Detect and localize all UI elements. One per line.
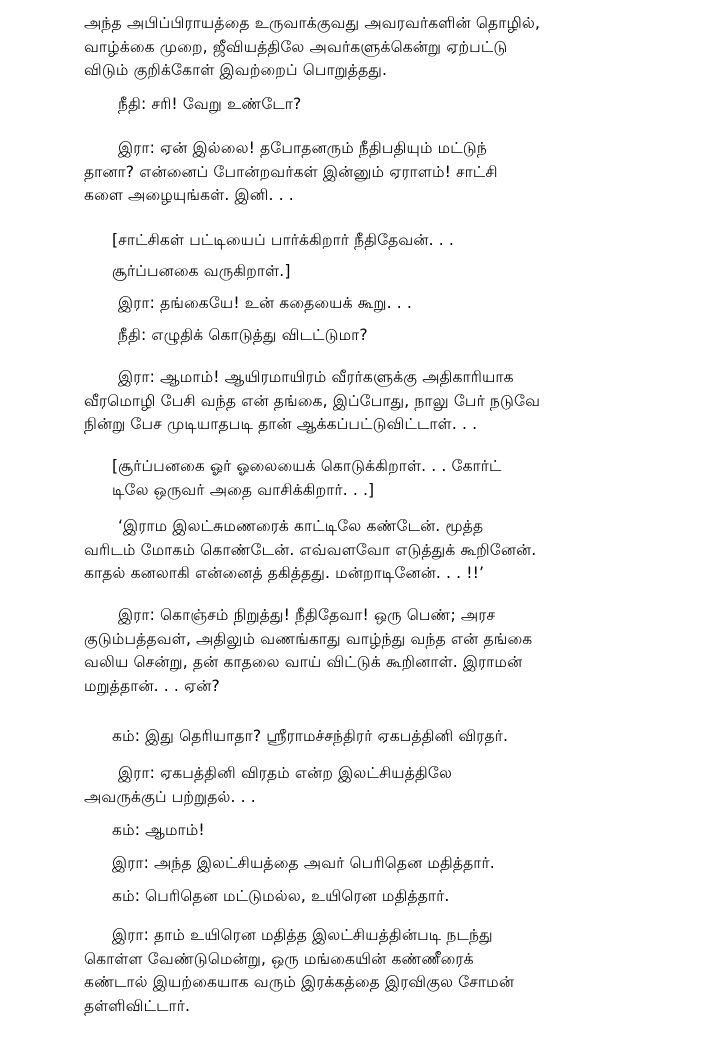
text-line: [சாட்சிகள் பட்டியைப் பார்க்கிறார் நீதிதேவன். . . [112, 231, 454, 249]
text-line: விடும் குறிக்கோள் இவற்றைப் பொறுத்தது. [84, 61, 388, 79]
dialogue-kam-2 [112, 819, 684, 843]
text-line: நீதி: எழுதிக் கொடுத்து விடட்டுமா? [118, 326, 368, 344]
text-line: இரா: ஏகபத்தினி விரதம் என்ற இலட்சியத்திலே [118, 764, 453, 782]
dialogue-ira-2 [118, 292, 684, 316]
text-line: ‘இராம இலட்சுமணரைக் காட்டிலே கண்டேன். மூத்த [118, 517, 484, 535]
text-line: கம்: இது தெரியாதா? ஸ்ரீராமச்சந்திரர் ஏகபத்தினி விரதர். [112, 727, 509, 745]
dialogue-ira-3 [84, 366, 684, 437]
text-line: கம்: பெரிதென மட்டுமல்ல, உயிரென மதித்தார். [112, 887, 450, 905]
paragraph-continuation [84, 12, 684, 83]
text-line: கண்டால் இயற்கையாக வரும் இரக்கத்தை இரவிகுல சோமன் [84, 973, 515, 991]
text-line: இரா: அந்த இலட்சியத்தை அவர் பெரிதென மதித்தார். [112, 854, 495, 872]
text-line: வீரமொழி பேசி வந்த என் தங்கை, இப்போது, நாலு பேர் நடுவே [84, 391, 541, 410]
dialogue-ira-5 [84, 762, 684, 809]
dialogue-niti-1 [118, 93, 684, 117]
text-line: சூர்ப்பனகை வருகிறாள்.] [112, 261, 291, 280]
dialogue-kam-3 [112, 885, 684, 909]
stage-direction-1 [112, 229, 684, 283]
dialogue-ira-6 [112, 852, 684, 876]
text-line: வரிடம் மோகம் கொண்டேன். எவ்வளவோ எடுத்துக் கூறினேன். [84, 540, 537, 559]
text-line: நீதி: சரி! வேறு உண்டோ? [118, 95, 302, 113]
dialogue-ira-1 [84, 137, 684, 208]
text-line: கொள்ள வேண்டுமென்று, ஒரு மங்கையின் கண்ணீரைக் [84, 949, 474, 968]
text-line: இரா: தங்கையே! உன் கதையைக் கூறு. . . [118, 294, 412, 312]
text-line: டிலே ஒருவர் அதை வாசிக்கிறார். . .] [112, 480, 375, 499]
text-line: வலிய சென்று, தன் காதலை வாய் விட்டுக் கூறினாள். இராமன் [84, 653, 523, 671]
text-line: மறுத்தான். . . ஏன்? [84, 676, 220, 695]
text-line: இரா: கொஞ்சம் நிறுத்து! நீதிதேவா! ஒரு பெண்; அரச [118, 606, 496, 624]
text-line: அந்த அபிப்பிராயத்தை உருவாக்குவது அவரவர்களின் தொழில், [84, 14, 541, 32]
dialogue-kam-1 [112, 725, 684, 749]
text-line: நின்று பேச முடியாதபடி தான் ஆக்கப்பட்டுவிட்டாள். . . [84, 415, 478, 433]
text-line: களை அழையுங்கள். இனி. . . [84, 186, 294, 204]
text-line: இரா: தாம் உயிரென மதித்த இலட்சியத்தின்படி நடந்து [112, 926, 493, 944]
text-line: இரா: ஏன் இல்லை! தபோதனரும் நீதிபதியும் மட்டுந் [118, 139, 487, 157]
text-line: வாழ்க்கை முறை, ஜீவியத்திலே அவர்களுக்கென்று ஏற்பட்டு [84, 37, 508, 56]
text-line: கம்: ஆமாம்! [112, 821, 205, 839]
text-line: குடும்பத்தவள், அதிலும் வணங்காது வாழ்ந்து வந்த என் தங்கை [84, 629, 533, 648]
dialogue-niti-2 [118, 324, 684, 348]
text-line: தானா? என்னைப் போன்றவர்கள் இன்னும் ஏராளம்! சாட்சி [84, 162, 498, 181]
dialogue-ira-4 [84, 604, 684, 698]
letter-text [84, 515, 684, 586]
text-line: தள்ளிவிட்டார். [84, 996, 191, 1015]
text-line: இரா: ஆமாம்! ஆயிரமாயிரம் வீரர்களுக்கு அதிகாரியாக [118, 368, 514, 386]
text-line: [சூர்ப்பனகை ஓர் ஓலையைக் கொடுக்கிறாள். . . கோர்ட் [112, 457, 502, 475]
text-line: காதல் கனலாகி என்னைத் தகித்தது. மன்றாடினேன். . . !!’ [84, 564, 485, 582]
stage-direction-2 [112, 455, 684, 502]
dialogue-ira-7 [84, 924, 684, 1018]
text-line: அவருக்குப் பற்றுதல். . . [84, 787, 256, 806]
